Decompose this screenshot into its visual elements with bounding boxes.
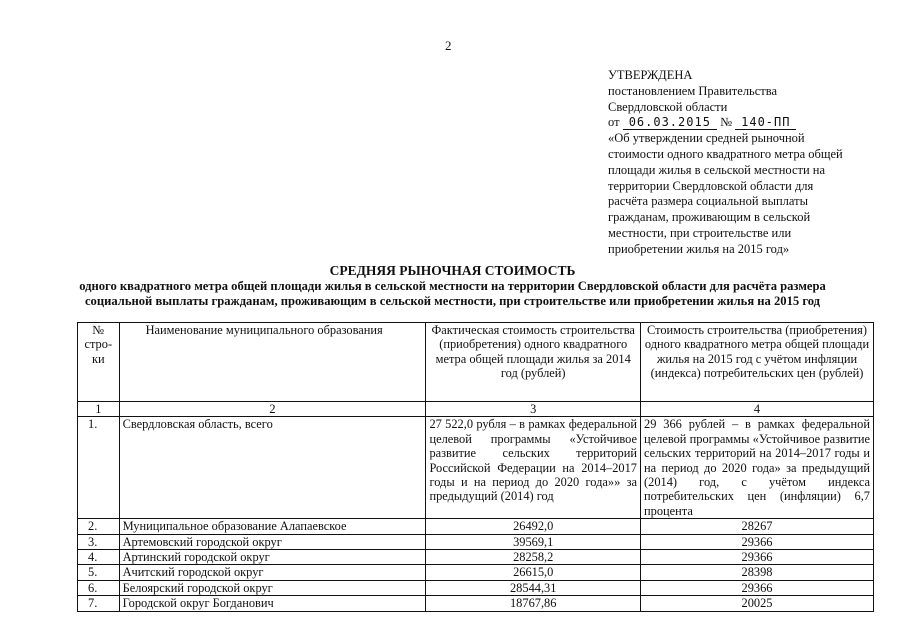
document-title [60, 263, 845, 310]
row-number: 6. [78, 580, 120, 595]
title-main: СРЕДНЯЯ РЫНОЧНАЯ СТОИМОСТЬ [329, 263, 576, 278]
row-number: 3. [78, 534, 120, 549]
column-number: 2 [119, 402, 426, 417]
municipality-name: Белоярский городской округ [119, 580, 426, 595]
column-number: 1 [78, 402, 120, 417]
title-line-2: одного квадратного метра общей площади жилья в сельской местности на территории Свердловской области для расчёта размера [79, 278, 826, 293]
row-number: 7. [78, 596, 120, 611]
table-row [78, 580, 874, 595]
approval-quote: «Об утверждении средней рыночной стоимости одного квадратного метра общей площади жилья в сельской местности на территории Свердловской области для расчёта размера социальной выплаты гражданам, проживающим в сельской местности, при строительстве или приобретении жилья на 2015 год» [608, 131, 843, 256]
table-row [78, 565, 874, 580]
column-number-row [78, 402, 874, 417]
header-municipality: Наименование муниципального образования [119, 323, 426, 402]
approval-block [608, 68, 848, 258]
actual-cost: 27 522,0 рубля – в рамках федеральной целевой программы «Устойчивое развитие сельских территорий Российской Федерации на 2014–2017 годы и на период до 2020 года»» за предыдущий (2014) год [426, 417, 641, 519]
approval-line-2: Свердловской области [608, 99, 728, 114]
approval-line-1: постановлением Правительства [608, 83, 778, 98]
table-row [78, 596, 874, 611]
actual-cost: 26492,0 [426, 519, 641, 534]
table-row [78, 417, 874, 519]
approval-number: 140-ПП [735, 115, 796, 130]
row-number: 1. [78, 417, 120, 519]
municipality-name: Свердловская область, всего [119, 417, 426, 519]
number-prefix: № [720, 115, 732, 130]
table-row [78, 519, 874, 534]
municipality-name: Муниципальное образование Алапаевское [119, 519, 426, 534]
table-row [78, 550, 874, 565]
row-number: 2. [78, 519, 120, 534]
header-row-number: № стро-ки [78, 323, 120, 402]
header-actual-cost: Фактическая стоимость строительства (приобретения) одного квадратного метра общей площади жилья за 2014 год (рублей) [426, 323, 641, 402]
forecast-cost: 29366 [641, 550, 874, 565]
header-forecast-cost: Стоимость строительства (приобретения) одного квадратного метра общей площади жилья на 2015 год с учётом инфляции (индекса) потребительских цен (рублей) [641, 323, 874, 402]
forecast-cost: 29 366 рублей – в рамках федеральной целевой программы «Устойчивое развитие сельских территорий на 2014–2017 годы и на период до 2020 года» за предыдущий (2014) год, с учётом индекса потребительских цен (инфляции) 6,7 процента [641, 417, 874, 519]
page-number: 2 [445, 38, 452, 53]
table-header-row [78, 323, 874, 402]
forecast-cost: 20025 [641, 596, 874, 611]
actual-cost: 28258,2 [426, 550, 641, 565]
actual-cost: 26615,0 [426, 565, 641, 580]
date-prefix: от [608, 115, 620, 130]
column-number: 3 [426, 402, 641, 417]
forecast-cost: 29366 [641, 534, 874, 549]
forecast-cost: 28398 [641, 565, 874, 580]
municipality-name: Артемовский городской округ [119, 534, 426, 549]
municipality-name: Ачитский городской округ [119, 565, 426, 580]
approval-heading: УТВЕРЖДЕНА [608, 68, 693, 82]
actual-cost: 39569,1 [426, 534, 641, 549]
table-row [78, 534, 874, 549]
municipality-name: Городской округ Богданович [119, 596, 426, 611]
approval-date: 06.03.2015 [623, 115, 717, 130]
approval-date-line [608, 115, 848, 131]
forecast-cost: 28267 [641, 519, 874, 534]
actual-cost: 18767,86 [426, 596, 641, 611]
actual-cost: 28544,31 [426, 580, 641, 595]
column-number: 4 [641, 402, 874, 417]
row-number: 5. [78, 565, 120, 580]
municipality-name: Артинский городской округ [119, 550, 426, 565]
row-number: 4. [78, 550, 120, 565]
forecast-cost: 29366 [641, 580, 874, 595]
cost-table [77, 322, 874, 612]
title-line-3: социальной выплаты гражданам, проживающим в сельской местности, при строительстве или приобретении жилья на 2015 год [84, 294, 821, 308]
